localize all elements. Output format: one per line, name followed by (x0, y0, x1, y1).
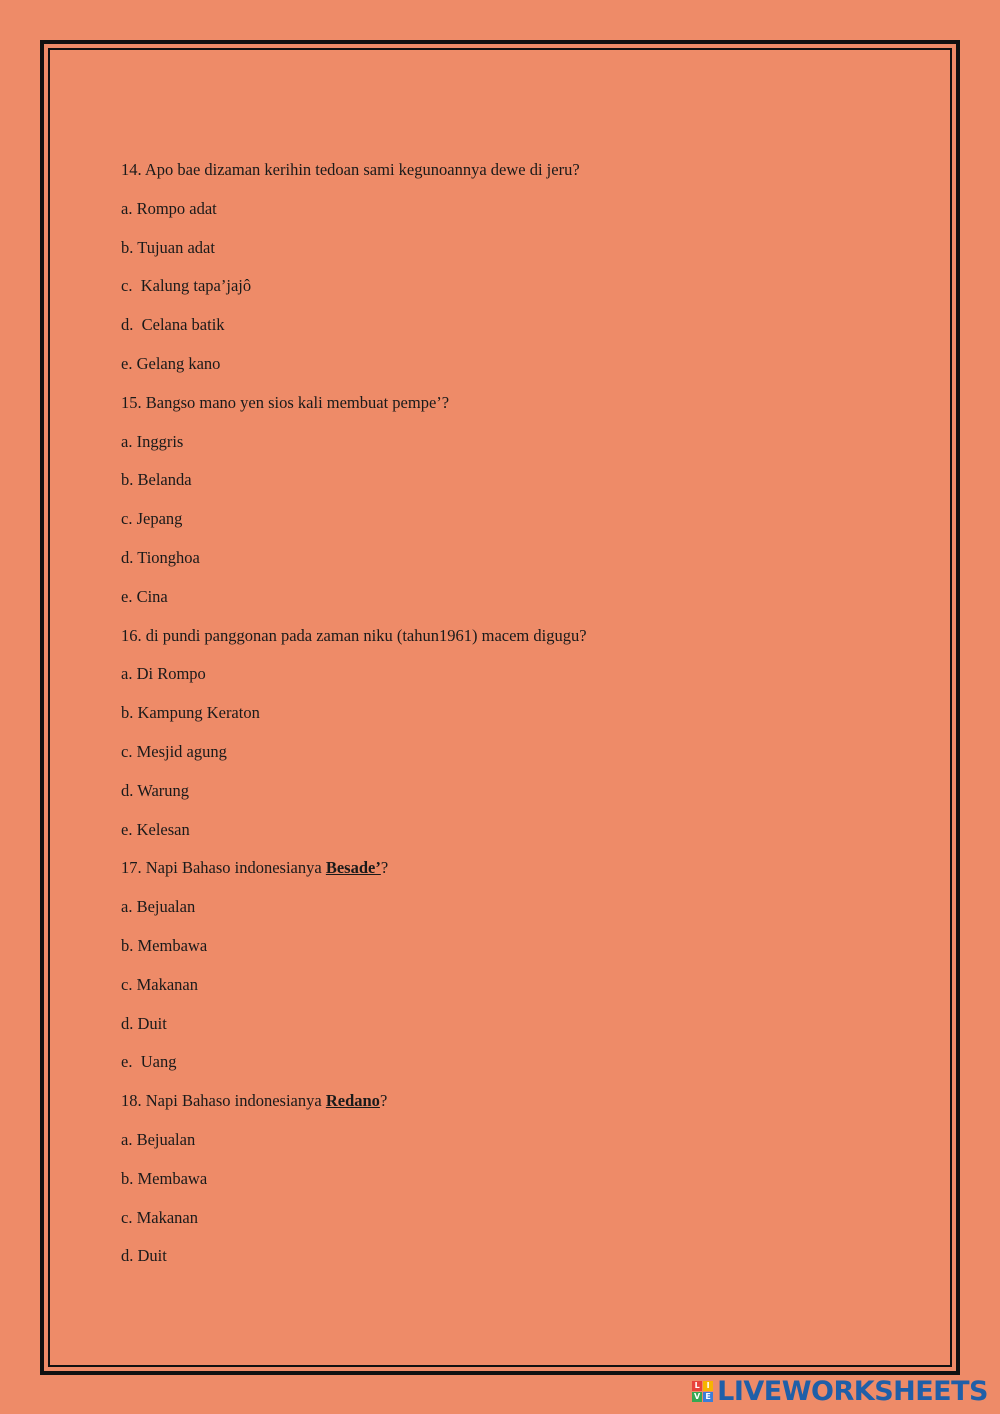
option-18a[interactable]: a. Bejualan (121, 1129, 196, 1149)
option-16d[interactable]: d. Warung (121, 780, 190, 800)
question-18-prefix: 18. Napi Bahaso indonesianya (121, 1091, 326, 1111)
logo-mark-i: I (703, 1381, 713, 1391)
option-16a[interactable]: a. Di Rompo (121, 664, 206, 684)
question-14: 14. Apo bae dizaman kerihin tedoan sami kegunoannya dewe di jeru? (121, 160, 580, 179)
liveworksheets-logo-icon (692, 1381, 713, 1402)
question-17-keyword: Besade’ (325, 858, 381, 878)
option-14c[interactable]: c. Kalung tapa’jajô (121, 276, 252, 296)
question-18-keyword: Redano (325, 1091, 380, 1111)
option-15a[interactable]: a. Inggris (121, 431, 184, 451)
option-14d[interactable]: d. Celana batik (121, 315, 225, 335)
question-17 (121, 856, 901, 895)
option-14e[interactable]: e. Gelang kano (121, 353, 221, 373)
liveworksheets-logo[interactable] (692, 1376, 988, 1406)
option-18b[interactable]: b. Membawa (121, 1168, 208, 1188)
option-16b[interactable]: b. Kampung Keraton (121, 703, 260, 723)
option-15e[interactable]: e. Cina (121, 586, 168, 606)
logo-mark-v: V (694, 1391, 701, 1401)
option-14a[interactable]: a. Rompo adat (121, 198, 217, 218)
option-17e[interactable]: e. Uang (121, 1052, 177, 1072)
option-17c[interactable]: c. Makanan (121, 974, 198, 994)
question-17-prefix: 17. Napi Bahaso indonesianya (121, 858, 326, 878)
option-15c[interactable]: c. Jepang (121, 509, 183, 529)
question-18-suffix: ? (379, 1091, 388, 1111)
option-15b[interactable]: b. Belanda (121, 470, 192, 490)
option-17d[interactable]: d. Duit (121, 1013, 167, 1033)
option-16e[interactable]: e. Kelesan (121, 819, 190, 839)
option-17a[interactable]: a. Bejualan (121, 897, 196, 917)
question-15: 15. Bangso mano yen sios kali membuat pempe’? (121, 392, 450, 412)
question-16: 16. di pundi panggonan pada zaman niku (tahun1961) macem digugu? (121, 625, 587, 645)
liveworksheets-logo-text: LIVEWORKSHEETS (717, 1375, 988, 1407)
logo-mark-l: L (692, 1381, 702, 1391)
option-18d[interactable]: d. Duit (121, 1246, 167, 1266)
option-15d[interactable]: d. Tionghoa (121, 547, 200, 567)
logo-mark-e: E (703, 1392, 713, 1402)
option-18c[interactable]: c. Makanan (121, 1207, 198, 1227)
question-17-suffix: ? (380, 858, 389, 878)
worksheet-content (121, 158, 901, 1283)
question-18 (121, 1089, 901, 1128)
option-16c[interactable]: c. Mesjid agung (121, 741, 227, 761)
option-14b[interactable]: b. Tujuan adat (121, 237, 215, 257)
option-17b[interactable]: b. Membawa (121, 935, 208, 955)
